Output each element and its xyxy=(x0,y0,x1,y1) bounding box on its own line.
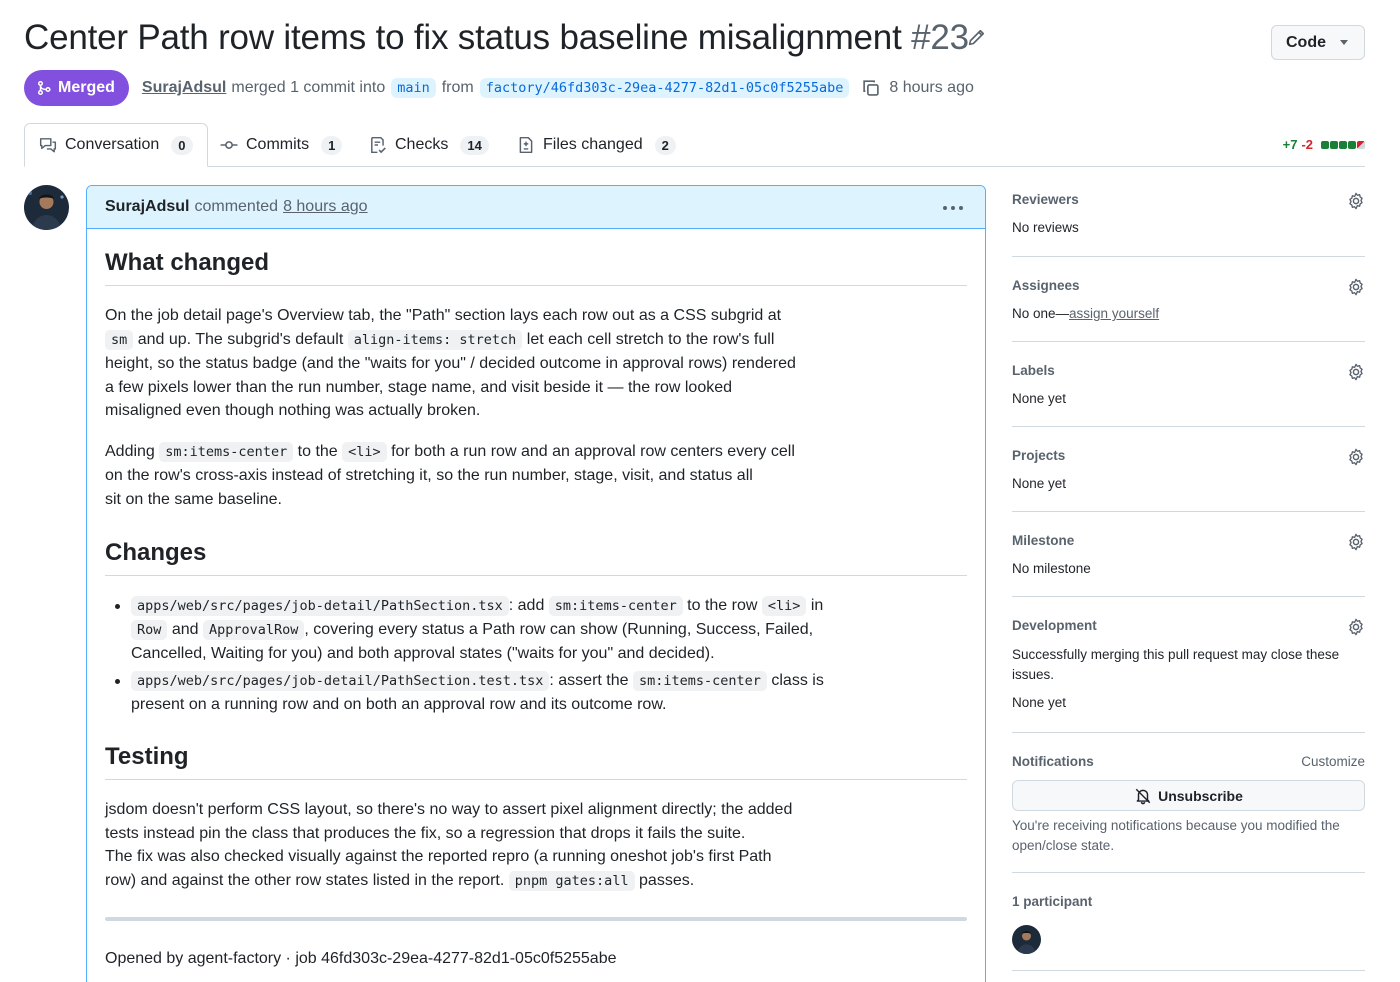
paragraph: Adding sm:items-center to the <li> for both a run row and an approval row centers every cell on the row's cross-axis instead of stretching it, so the run number, stage, visit, and status all sit on the same baseline. xyxy=(105,442,795,508)
sidebar xyxy=(1012,185,1365,971)
diffstat-block xyxy=(1330,141,1338,149)
gear-icon[interactable] xyxy=(1347,533,1365,551)
tab-label: Files changed xyxy=(543,136,643,153)
pr-meta xyxy=(24,70,974,106)
divider xyxy=(105,917,967,921)
unsubscribe-button[interactable] xyxy=(1012,780,1365,811)
checklist-icon xyxy=(369,136,387,154)
development-description: Successfully merging this pull request may close these issues. xyxy=(1012,647,1340,682)
notification-reason: You're receiving notifications because you modified the open/close state. xyxy=(1012,818,1340,853)
pr-title-text: Center Path row items to fix status baseline misalignment xyxy=(24,18,902,57)
comment-footer: Opened by agent-factory · job 46fd303c-29ea-4277-82d1-05c0f5255abe xyxy=(105,950,617,967)
sidebar-notifications xyxy=(1012,733,1365,873)
sidebar-title: Development xyxy=(1012,618,1097,633)
tab-label: Conversation xyxy=(65,136,160,153)
sidebar-title: Projects xyxy=(1012,448,1066,463)
commit-icon xyxy=(220,136,238,154)
code-button-label: Code xyxy=(1286,33,1326,51)
gear-icon[interactable] xyxy=(1347,448,1365,466)
head-branch[interactable]: factory/46fd303c-29ea-4277-82d1-05c0f5255abe xyxy=(480,78,850,98)
gear-icon[interactable] xyxy=(1347,192,1365,210)
sidebar-title: Notifications xyxy=(1012,754,1094,769)
conversation-icon xyxy=(39,136,57,154)
tab-counter: 2 xyxy=(655,136,676,155)
merged-text: merged 1 commit into xyxy=(231,79,386,96)
customize-link[interactable]: Customize xyxy=(1301,754,1365,769)
sidebar-milestone xyxy=(1012,512,1365,597)
sidebar-reviewers xyxy=(1012,185,1365,257)
list-item: apps/web/src/pages/job-detail/PathSection.test.tsx : assert the sm:items-center class is present on a running row and on both an approval row and its outcome row. xyxy=(105,669,967,717)
gear-icon[interactable] xyxy=(1347,618,1365,636)
tab-commits[interactable] xyxy=(220,123,342,167)
sidebar-title: Reviewers xyxy=(1012,192,1079,207)
unsubscribe-label: Unsubscribe xyxy=(1158,787,1243,804)
sidebar-value: None yet xyxy=(1012,476,1067,491)
gear-icon[interactable] xyxy=(1347,278,1365,296)
diffstat-blocks xyxy=(1321,141,1365,149)
comment-body xyxy=(87,249,985,971)
tab-counter: 1 xyxy=(321,136,342,155)
changes-list xyxy=(105,594,967,717)
merge-icon xyxy=(36,80,52,96)
author-link[interactable]: SurajAdsul xyxy=(141,79,227,96)
heading-what-changed: What changed xyxy=(105,249,967,286)
sidebar-participants xyxy=(1012,873,1365,971)
merged-status-label: Merged xyxy=(58,79,115,96)
diffstat-block xyxy=(1348,141,1356,149)
sidebar-development xyxy=(1012,597,1365,733)
kebab-menu-icon[interactable] xyxy=(943,206,963,210)
sidebar-value: No one—assign yourself xyxy=(1012,306,1160,321)
paragraph: On the job detail page's Overview tab, the "Path" section lays each row out as a CSS subgrid at sm and up. The subgrid's default align-items: stretch let each cell stretch to the row's full height, so the status badge (and the "waits for you" / decided outcome in approval rows) rendered a few pixels lower than the run number, stage name, and visit beside it — the row looked misaligned even though nothing was actually broken. xyxy=(105,307,796,419)
diffstat-block xyxy=(1321,141,1329,149)
sidebar-value: No milestone xyxy=(1012,561,1091,576)
sidebar-value: No reviews xyxy=(1012,220,1079,235)
diffstat-deletions: -2 xyxy=(1301,137,1313,152)
paragraph: jsdom doesn't perform CSS layout, so there's no way to assert pixel alignment directly; the added tests instead pin the class that produces the fix, so a regression that drops it fails the suite. The fix was also checked visually against the reported repro (a running oneshot job's first Path row) and against the other row states listed in the report. pnpm gates:all passes. xyxy=(105,801,793,889)
diffstat-block xyxy=(1357,141,1365,149)
diffstat xyxy=(1283,137,1365,152)
file-diff-icon xyxy=(517,136,535,154)
pr-tabs xyxy=(24,123,1365,167)
participant-avatar[interactable] xyxy=(1012,925,1041,954)
tab-counter: 14 xyxy=(460,136,488,155)
comment-header xyxy=(87,186,985,229)
tab-conversation[interactable] xyxy=(24,123,208,167)
sidebar-title: 1 participant xyxy=(1012,894,1093,909)
sidebar-value: None yet xyxy=(1012,695,1067,710)
base-branch[interactable]: main xyxy=(391,78,436,98)
heading-testing: Testing xyxy=(105,743,967,780)
sidebar-title: Labels xyxy=(1012,363,1055,378)
comment-time[interactable]: 8 hours ago xyxy=(283,198,368,215)
pencil-icon[interactable] xyxy=(966,28,986,48)
bell-slash-icon xyxy=(1134,787,1152,805)
comment-box xyxy=(86,185,986,982)
tab-label: Checks xyxy=(395,136,449,153)
heading-changes: Changes xyxy=(105,539,967,576)
sidebar-labels xyxy=(1012,342,1365,427)
list-item: apps/web/src/pages/job-detail/PathSection.tsx : add sm:items-center to the row <li> in Row and ApprovalRow , covering every status a Path row can show (Running, Success, Failed, Cancelled, Waiting for you) and both approval states ("waits for you" and decided). xyxy=(105,594,967,666)
tab-label: Commits xyxy=(246,136,310,153)
code-button[interactable] xyxy=(1271,25,1365,60)
tab-checks[interactable] xyxy=(369,123,489,167)
pr-title xyxy=(24,18,969,58)
merged-status-badge xyxy=(24,70,129,106)
sidebar-value: None yet xyxy=(1012,391,1067,406)
from-text: from xyxy=(441,79,474,96)
pr-number: #23 xyxy=(911,18,969,57)
copy-icon[interactable] xyxy=(861,78,881,98)
chevron-down-icon xyxy=(1340,40,1348,45)
merged-time: 8 hours ago xyxy=(889,79,974,96)
sidebar-title: Assignees xyxy=(1012,278,1080,293)
sidebar-title: Milestone xyxy=(1012,533,1075,548)
tab-files-changed[interactable] xyxy=(517,123,676,167)
diffstat-additions: +7 xyxy=(1282,137,1298,152)
tab-counter: 0 xyxy=(171,136,192,155)
comment-author[interactable]: SurajAdsul xyxy=(105,198,190,215)
sidebar-assignees xyxy=(1012,257,1365,342)
avatar[interactable] xyxy=(24,185,69,230)
diffstat-block xyxy=(1339,141,1347,149)
assign-yourself-link[interactable]: assign yourself xyxy=(1069,306,1160,321)
gear-icon[interactable] xyxy=(1347,363,1365,381)
comment-action: commented xyxy=(194,198,279,215)
sidebar-projects xyxy=(1012,427,1365,512)
